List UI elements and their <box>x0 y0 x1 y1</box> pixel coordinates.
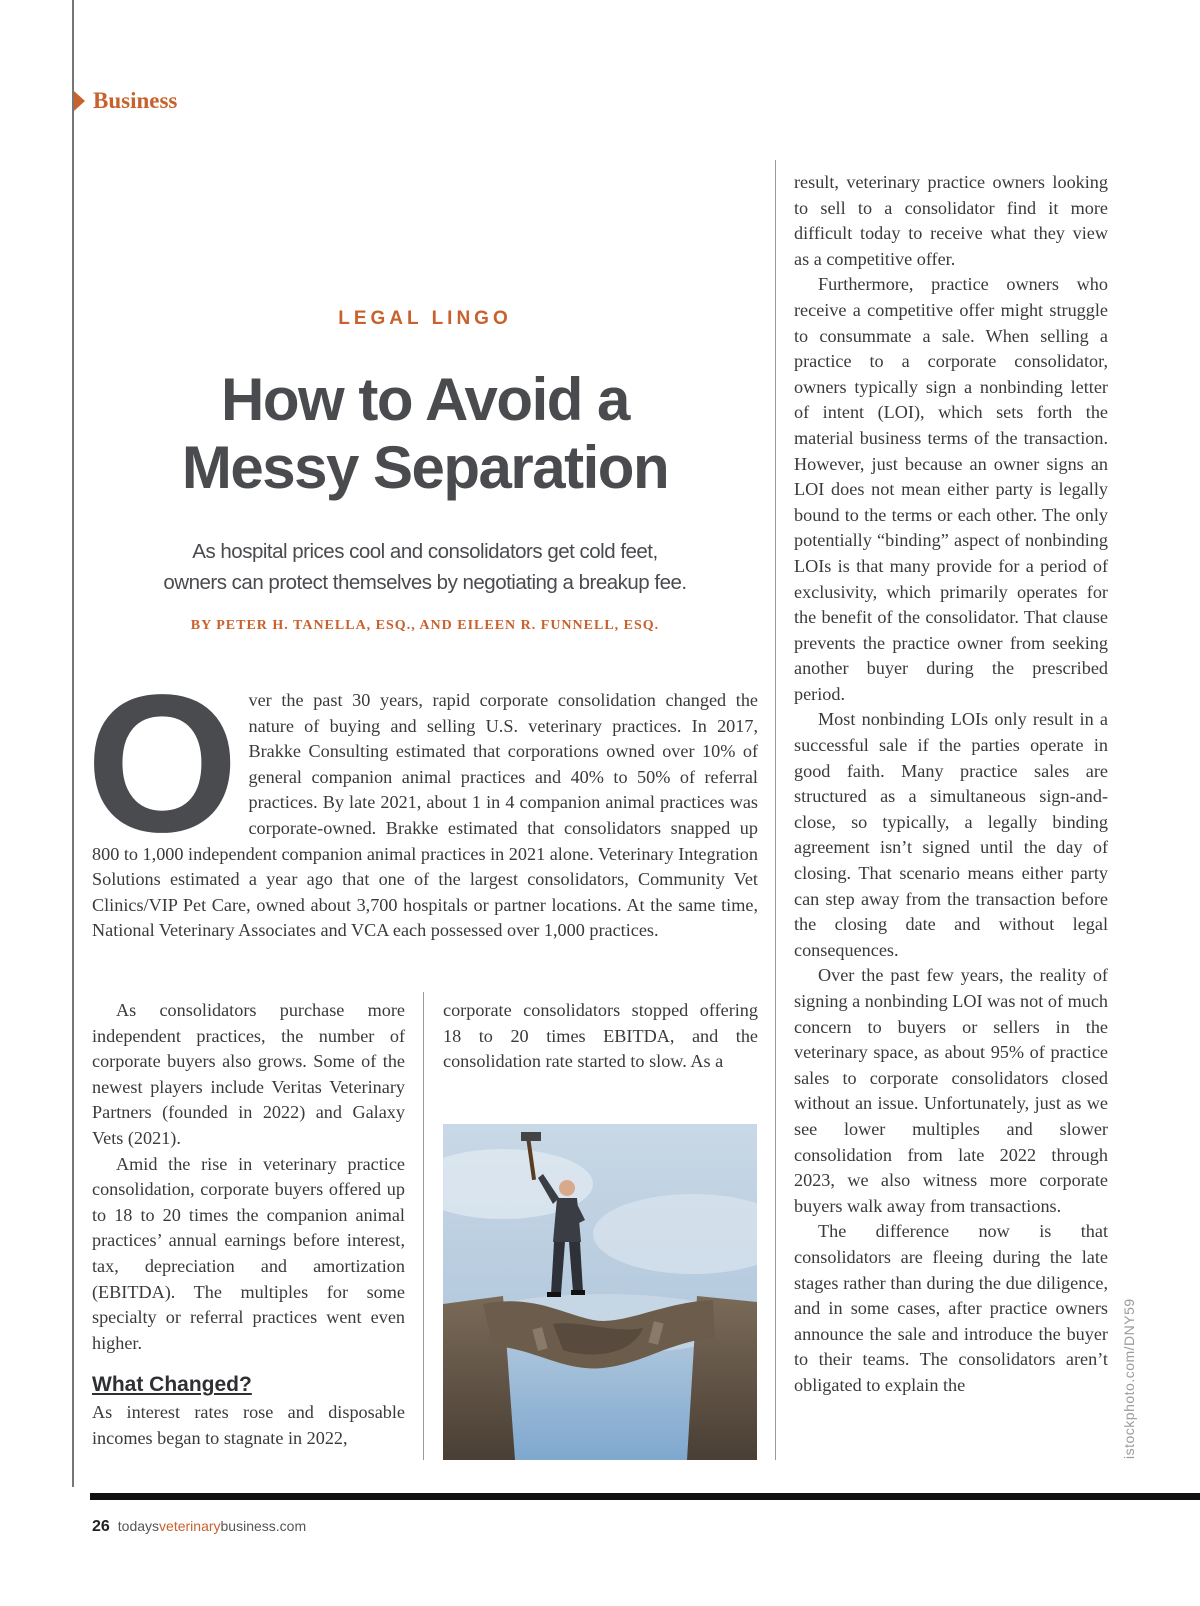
section-arrow-icon <box>74 91 85 111</box>
section-label: Business <box>93 88 178 113</box>
col3-paragraph-4: Over the past few years, the reality of signing a nonbinding LOI was not of much concern to buyers or sellers in the veterinary space, as about 95% of practice sales to corporate consolidators closed without an issue. Unfortunately, just as we see lower multiples and slower consolidation from late 2022 through 2023, we also witness more corporate buyers walk away from transactions. <box>794 965 1108 1216</box>
column-1 <box>92 998 405 1452</box>
col3-paragraph-2: Furthermore, practice owners who receive a competitive offer might struggle to consummate a sale. When selling a practice to a corporate consolidator, owners typically sign a nonbinding letter of intent (LOI), which sets forth the material business terms of the transaction. However, just because an owner signs an LOI does not mean either party is legally bound to the terms or each other. The only potentially “binding” aspect of nonbinding LOIs is that many provide for a period of exclusivity, which primarily operates for the benefit of the consolidator. That clause prevents the practice owner from seeking another buyer during the prescribed period. <box>794 274 1108 704</box>
subhead-what-changed: What Changed? <box>92 1373 252 1397</box>
col1-paragraph-1: As consolidators purchase more independent practices, the number of corporate buyers also grows. Some of the newest players include Veritas Veterinary Partners (founded in 2022) and Galaxy Vets (2021). <box>92 1000 405 1148</box>
headline-line-1: How to Avoid a <box>221 366 629 433</box>
headline-line-2: Messy Separation <box>181 434 669 501</box>
column-divider-2 <box>775 160 776 1460</box>
page-number: 26 <box>92 1518 110 1535</box>
dek-line-1: As hospital prices cool and consolidators get cold feet, <box>192 540 658 563</box>
col2-paragraph-1: corporate consolidators stopped offering 18 to 20 times EBITDA, and the consolidation rate started to slow. As a <box>443 1000 758 1072</box>
photo-credit: istockphoto.com/DNY59 <box>1121 1298 1137 1459</box>
col1-paragraph-2: Amid the rise in veterinary practice consolidation, corporate buyers offered up to 18 to 20 times the companion animal practices’ annual earnings before interest, tax, depreciation and amortization (EBITDA). The multiples for some specialty or referral practices went even higher. <box>92 1153 405 1353</box>
drop-cap: O <box>86 654 239 873</box>
url-prefix: todays <box>117 1518 160 1534</box>
article-dek <box>90 536 760 598</box>
intro-paragraph: ver the past 30 years, rapid corporate consolidation changed the nature of buying and selling U.S. veterinary practices. In 2017, Brakke Consulting estimated that corporations owned over 10% of general companion animal practices and 40% to 50% of referral practices. By late 2021, about 1 in 4 companion animal practices was corporate-owned. Brakke estimated that consolidators snapped up 800 to 1,000 independent companion animal practices in 2021 alone. Veterinary Integration Solutions estimated a year ago that one of the largest consolidators, Community Vet Clinics/VIP Pet Care, owned about 3,700 hospitals or partner locations. At the same time, National Veterinary Associates and VCA each possessed over 1,000 practices. <box>92 690 758 941</box>
url-suffix: business.com <box>220 1518 307 1534</box>
intro-paragraph-block <box>86 654 758 944</box>
col3-paragraph-5: The difference now is that consolidators are fleeing during the late stages rather than during the due diligence, and in some cases, after practice owners announce the sale and introduce the buyer to their teams. The consolidators aren’t obligated to explain the <box>794 1221 1108 1395</box>
col1-paragraph-3: As interest rates rose and disposable incomes began to stagnate in 2022, <box>92 1402 405 1448</box>
businessman-hammer-handshake-bridge-image <box>443 1124 757 1460</box>
footer-bar <box>90 1493 1200 1500</box>
column-3 <box>794 170 1108 1399</box>
column-divider-1 <box>423 992 424 1460</box>
url-accent: veterinary <box>159 1518 221 1534</box>
col3-paragraph-1: result, veterinary practice owners looking to sell to a consolidator find it more difficult today to receive what they view as a competitive offer. <box>794 172 1108 269</box>
article-byline: BY PETER H. TANELLA, ESQ., AND EILEEN R. FUNNELL, ESQ. <box>190 618 660 633</box>
page-footer <box>92 1518 306 1536</box>
article-headline <box>90 366 760 502</box>
col3-paragraph-3: Most nonbinding LOIs only result in a successful sale if the parties operate in good faith. Many practice sales are structured as a simultaneous sign-and-close, so typically, a legally binding agreement isn’t signed until the day of closing. That scenario means either party can step away from the transaction before the closing date and without legal consequences. <box>794 709 1108 960</box>
publication-url <box>118 1518 306 1534</box>
article-photo <box>443 1124 757 1460</box>
column-2 <box>443 998 758 1075</box>
section-tag <box>74 88 177 114</box>
dek-line-2: owners can protect themselves by negotiating a breakup fee. <box>163 571 687 594</box>
column-kicker: LEGAL LINGO <box>338 308 512 329</box>
left-margin-rule <box>72 0 74 1487</box>
